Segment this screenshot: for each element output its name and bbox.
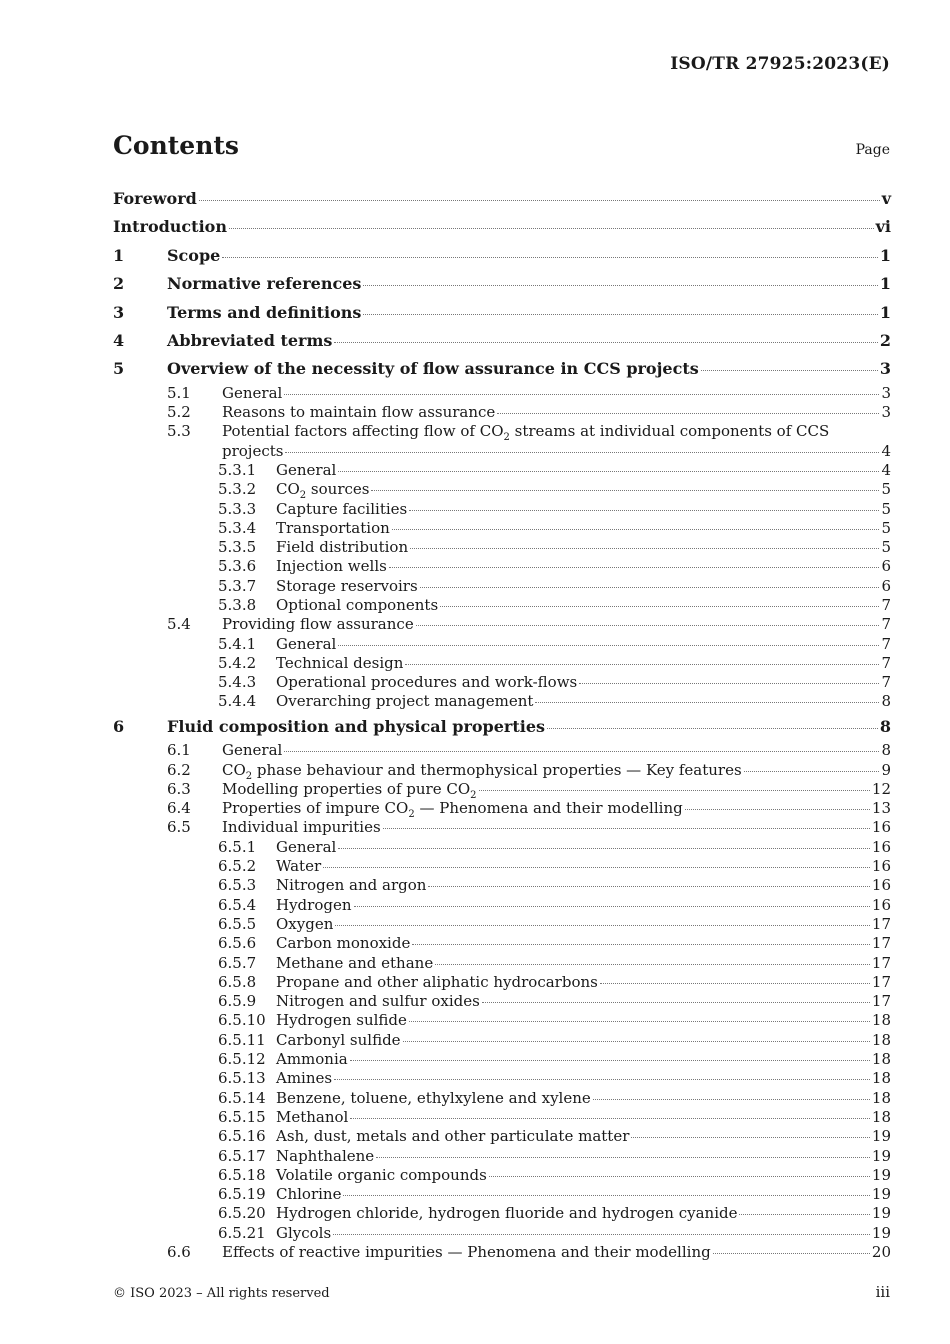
toc-entry-page: 7 <box>881 673 891 692</box>
toc-entry-title: Field distribution <box>276 538 409 557</box>
toc-entry-page: 12 <box>871 779 891 798</box>
dot-leader <box>685 809 870 810</box>
toc-entry-6-5-9[interactable] <box>113 992 891 1011</box>
toc-entry-number: 5.3.7 <box>218 576 257 595</box>
toc-entry-title: Propane and other aliphatic hydrocarbons <box>276 972 598 991</box>
toc-entry-title <box>276 480 370 502</box>
toc-entry-number: 4 <box>113 330 125 350</box>
toc-entry-number: 5.4.3 <box>218 673 257 692</box>
dot-leader <box>285 452 879 453</box>
toc-entry-title: Reasons to maintain flow assurance <box>222 403 496 422</box>
dot-leader <box>392 529 880 530</box>
toc-entry-page: 19 <box>871 1223 891 1242</box>
toc-entry-5-4-4[interactable] <box>113 692 891 711</box>
toc-entry-page: 17 <box>871 914 891 933</box>
toc-entry-6-5-1[interactable] <box>113 838 891 857</box>
toc-entry-title <box>222 422 830 444</box>
dot-leader <box>333 1234 870 1235</box>
toc-entry-number: 5.3.1 <box>218 460 257 479</box>
toc-entry-6-5-6[interactable] <box>113 934 891 953</box>
toc-entry-5-3-1[interactable] <box>113 461 891 480</box>
dot-leader <box>222 257 878 258</box>
dot-leader <box>229 228 874 229</box>
toc-entry-number: 5.4 <box>167 615 191 634</box>
toc-entry-title: Effects of reactive impurities — Phenomena and their modelling <box>222 1243 711 1261</box>
dot-leader <box>428 886 869 887</box>
toc-entry-6-5-11[interactable] <box>113 1031 891 1050</box>
toc-entry-number: 6.6 <box>167 1243 191 1261</box>
dot-leader <box>409 1021 870 1022</box>
dot-leader <box>376 1157 870 1158</box>
toc-entry-page: 1 <box>879 274 891 294</box>
subscript: 2 <box>245 770 253 782</box>
toc-entry-page: 7 <box>881 596 891 614</box>
toc-entry-number: 6.5.2 <box>218 857 257 876</box>
toc-entry-number: 6.5.11 <box>218 1030 266 1049</box>
toc-entry-page: 5 <box>881 518 891 537</box>
page-column-label: Page <box>855 142 890 158</box>
toc-entry-foreword[interactable] <box>113 185 891 213</box>
dot-leader <box>284 751 879 752</box>
toc-entry-page: 17 <box>871 972 891 991</box>
title-part: — Phenomena and their modelling <box>414 799 683 818</box>
toc-entry-page: 8 <box>879 716 891 736</box>
toc-entry-number: 5.1 <box>167 383 191 402</box>
toc-entry-number: 6.5.7 <box>218 953 257 972</box>
toc-entry-6-5[interactable] <box>113 818 891 837</box>
toc-entry-page: 18 <box>871 1050 891 1069</box>
dot-leader <box>338 471 879 472</box>
toc-entry-5-1[interactable] <box>113 384 891 403</box>
dot-leader <box>440 606 879 607</box>
toc-entry-page: 16 <box>871 876 891 895</box>
toc-entry-title <box>222 780 477 799</box>
toc-entry-number: 2 <box>113 274 125 294</box>
dot-leader <box>334 1079 870 1080</box>
title-part: Modelling properties of pure CO <box>222 779 471 798</box>
toc-entry-title: Operational procedures and work-flows <box>276 673 578 692</box>
toc-entry-title: Injection wells <box>276 557 387 576</box>
toc-entry-title: Capture facilities <box>276 499 408 518</box>
toc-entry-title: Transportation <box>276 518 390 537</box>
toc-entry-page: 5 <box>881 538 891 557</box>
dot-leader <box>284 394 879 395</box>
toc-entry-title: Amines <box>276 1069 333 1088</box>
table-of-contents <box>113 185 891 1262</box>
dot-leader <box>350 1118 870 1119</box>
toc-entry-title: Optional components <box>276 596 439 614</box>
toc-entry-6-5-15[interactable] <box>113 1108 891 1127</box>
toc-entry-title: Hydrogen chloride, hydrogen fluoride and hydrogen cyanide <box>276 1204 738 1223</box>
toc-entry-number: 6.3 <box>167 779 191 798</box>
dot-leader <box>739 1214 869 1215</box>
dot-leader <box>338 848 870 849</box>
dot-leader <box>334 342 877 343</box>
toc-entry-page: 19 <box>871 1185 891 1204</box>
toc-entry-number: 3 <box>113 302 125 322</box>
toc-entry-page: 7 <box>881 634 891 653</box>
toc-entry-5-3[interactable] <box>113 422 891 444</box>
dot-leader <box>579 683 879 684</box>
toc-entry-page: 18 <box>871 1088 891 1107</box>
toc-entry-number: 5.3.4 <box>218 518 257 537</box>
dot-leader <box>420 587 880 588</box>
toc-entry-number: 5.3.2 <box>218 480 257 499</box>
toc-entry-title: Methane and ethane <box>276 953 434 972</box>
dot-leader <box>435 964 870 965</box>
title-part: Properties of impure CO <box>222 799 409 818</box>
toc-entry-number: 5 <box>113 359 125 379</box>
toc-entry-title: Water <box>276 857 322 876</box>
toc-entry-title: Overview of the necessity of flow assurance in CCS projects <box>167 359 699 379</box>
toc-entry-page: 17 <box>871 953 891 972</box>
toc-entry-6-5-13[interactable] <box>113 1069 891 1088</box>
toc-entry-number: 5.4.4 <box>218 692 257 711</box>
toc-entry-number: 6.5.9 <box>218 992 257 1011</box>
toc-entry-5-2[interactable] <box>113 403 891 422</box>
toc-entry-title: Nitrogen and argon <box>276 876 427 895</box>
dot-leader <box>354 906 870 907</box>
dot-leader <box>410 548 879 549</box>
toc-entry-page: 19 <box>871 1146 891 1165</box>
toc-entry-5-3-3[interactable] <box>113 500 891 519</box>
toc-entry-5-3-6[interactable] <box>113 557 891 576</box>
toc-entry-6-5-17[interactable] <box>113 1147 891 1166</box>
dot-leader <box>409 510 879 511</box>
toc-entry-title: Normative references <box>167 274 362 294</box>
toc-entry-title: Methanol <box>276 1107 349 1126</box>
toc-entry-title: General <box>276 634 337 653</box>
dot-leader <box>199 200 880 201</box>
dot-leader <box>631 1137 870 1138</box>
page-title: Contents <box>113 131 240 160</box>
toc-entry-page: 4 <box>881 441 891 460</box>
toc-entry-page: 1 <box>879 245 891 265</box>
toc-entry-page: 17 <box>871 992 891 1011</box>
toc-entry-title: Individual impurities <box>222 818 381 837</box>
toc-entry-page: 19 <box>871 1127 891 1146</box>
toc-entry-number: 5.3.5 <box>218 538 257 557</box>
toc-entry-5-3-2[interactable] <box>113 480 891 502</box>
toc-entry-page: 18 <box>871 1030 891 1049</box>
page-number: iii <box>875 1283 890 1301</box>
toc-entry-page: 7 <box>881 653 891 672</box>
toc-entry-title: Ash, dust, metals and other particulate matter <box>276 1127 630 1146</box>
toc-entry-page: 5 <box>881 499 891 518</box>
toc-entry-6-3[interactable] <box>113 780 891 799</box>
toc-entry-page: 13 <box>871 799 891 818</box>
toc-entry-page: 9 <box>881 760 891 779</box>
toc-entry-page: 16 <box>871 837 891 856</box>
toc-entry-number: 6.5.12 <box>218 1050 266 1069</box>
title-part: CO <box>276 480 300 499</box>
toc-entry-number: 6.5.20 <box>218 1204 266 1223</box>
toc-entry-page: 20 <box>871 1243 891 1261</box>
toc-entry-number: 6.5.6 <box>218 934 257 953</box>
toc-entry-5-3-7[interactable] <box>113 577 891 596</box>
toc-entry-page: 18 <box>871 1069 891 1088</box>
toc-entry-5-4[interactable] <box>113 615 891 634</box>
toc-entry-number: 6.5.3 <box>218 876 257 895</box>
dot-leader <box>416 625 880 626</box>
toc-entry-title: Nitrogen and sulfur oxides <box>276 992 480 1011</box>
dot-leader <box>403 1041 870 1042</box>
toc-entry-page: 16 <box>871 895 891 914</box>
title-part: Potential factors affecting flow of CO <box>222 422 504 441</box>
dot-leader <box>363 285 877 286</box>
toc-entry-5-3-5[interactable] <box>113 538 891 557</box>
toc-entry-number: 6.5.13 <box>218 1069 266 1088</box>
toc-entry-title: Chlorine <box>276 1185 342 1204</box>
toc-entry-title <box>222 761 742 780</box>
dot-leader <box>338 645 879 646</box>
toc-entry-title: Ammonia <box>276 1050 348 1069</box>
toc-entry-5-3-continued[interactable] <box>113 442 891 461</box>
toc-entry-6-6[interactable] <box>113 1243 891 1262</box>
dot-leader <box>335 925 870 926</box>
toc-entry-6-5-21[interactable] <box>113 1224 891 1243</box>
toc-entry-number: 5.4.2 <box>218 653 257 672</box>
toc-entry-number: 6 <box>113 716 125 736</box>
toc-entry-title: Volatile organic compounds <box>276 1165 487 1184</box>
toc-entry-page: 3 <box>881 383 891 402</box>
dot-leader <box>547 728 878 729</box>
dot-leader <box>600 983 870 984</box>
toc-entry-1[interactable] <box>113 242 891 270</box>
toc-entry-page: 18 <box>871 1011 891 1030</box>
toc-entry-number: 6.5.1 <box>218 837 257 856</box>
toc-entry-6-5-20[interactable] <box>113 1204 891 1223</box>
toc-entry-number: 6.4 <box>167 799 191 818</box>
toc-entry-page: 19 <box>871 1165 891 1184</box>
toc-entry-number: 5.3.3 <box>218 499 257 518</box>
toc-entry-5-4-3[interactable] <box>113 673 891 692</box>
toc-entry-title: Hydrogen sulfide <box>276 1011 407 1030</box>
dot-leader <box>343 1195 869 1196</box>
toc-entry-page: 19 <box>871 1204 891 1223</box>
toc-entry-title: Hydrogen <box>276 895 352 914</box>
toc-entry-title: Carbon monoxide <box>276 934 411 953</box>
dot-leader <box>701 370 878 371</box>
toc-entry-2[interactable] <box>113 270 891 298</box>
toc-entry-number: 6.5.4 <box>218 895 257 914</box>
toc-entry-number: 5.3 <box>167 422 191 441</box>
toc-entry-number: 6.2 <box>167 760 191 779</box>
toc-entry-6-5-2[interactable] <box>113 857 891 876</box>
toc-entry-6-1[interactable] <box>113 741 891 760</box>
toc-entry-number: 6.5 <box>167 818 191 837</box>
toc-entry-3[interactable] <box>113 299 891 327</box>
toc-entry-title: Overarching project management <box>276 692 534 711</box>
dot-leader <box>405 664 879 665</box>
dot-leader <box>744 771 880 772</box>
toc-entry-number: 5.3.6 <box>218 557 257 576</box>
toc-entry-6-5-4[interactable] <box>113 896 891 915</box>
toc-entry-5-4-2[interactable] <box>113 654 891 673</box>
dot-leader <box>412 944 870 945</box>
toc-entry-number: 5.2 <box>167 403 191 422</box>
dot-leader <box>497 413 879 414</box>
toc-entry-introduction[interactable] <box>113 213 891 241</box>
toc-entry-title: General <box>222 741 283 760</box>
dot-leader <box>323 867 870 868</box>
toc-entry-page: 16 <box>871 818 891 837</box>
toc-entry-number: 6.5.18 <box>218 1165 266 1184</box>
toc-entry-title: General <box>222 383 283 402</box>
toc-entry-number: 6.5.15 <box>218 1107 266 1126</box>
toc-entry-page: 1 <box>879 302 891 322</box>
toc-entry-6-5-16[interactable] <box>113 1127 891 1146</box>
toc-entry-number: 6.5.16 <box>218 1127 266 1146</box>
toc-entry-5-3-4[interactable] <box>113 519 891 538</box>
toc-entry-page: 2 <box>879 330 891 350</box>
dot-leader <box>371 490 879 491</box>
toc-entry-number: 1 <box>113 245 125 265</box>
toc-entry-title: Benzene, toluene, ethylxylene and xylene <box>276 1088 591 1107</box>
toc-entry-number: 6.1 <box>167 741 191 760</box>
toc-entry-5-4-1[interactable] <box>113 635 891 654</box>
toc-entry-page: v <box>881 189 891 208</box>
toc-entry-page: vi <box>875 217 891 237</box>
subscript: 2 <box>503 432 510 444</box>
dot-leader <box>350 1060 870 1061</box>
dot-leader <box>713 1253 870 1254</box>
toc-entry-6-5-12[interactable] <box>113 1050 891 1069</box>
toc-entry-title: Oxygen <box>276 914 334 933</box>
toc-entry-title: Storage reservoirs <box>276 576 418 595</box>
toc-entry-title: Foreword <box>113 189 197 208</box>
toc-entry-page: 3 <box>881 403 891 422</box>
toc-entry-6-4[interactable] <box>113 799 891 821</box>
toc-entry-page: 8 <box>881 692 891 711</box>
toc-entry-6-5-19[interactable] <box>113 1185 891 1204</box>
toc-entry-page: 6 <box>881 557 891 576</box>
toc-entry-title: Introduction <box>113 217 227 237</box>
toc-entry-6-5-18[interactable] <box>113 1166 891 1185</box>
toc-entry-6-5-8[interactable] <box>113 973 891 992</box>
toc-entry-page: 7 <box>881 615 891 634</box>
dot-leader <box>593 1099 870 1100</box>
toc-entry-title: General <box>276 460 337 479</box>
dot-leader <box>389 567 880 568</box>
toc-entry-title: Technical design <box>276 653 404 672</box>
dot-leader <box>535 702 879 703</box>
toc-entry-5-3-8[interactable] <box>113 596 891 615</box>
title-part: sources <box>306 480 370 499</box>
toc-entry-number: 6.5.10 <box>218 1011 266 1030</box>
toc-entry-title: Providing flow assurance <box>222 615 414 634</box>
dot-leader <box>489 1176 870 1177</box>
toc-entry-6-5-3[interactable] <box>113 876 891 895</box>
toc-entry-page: 17 <box>871 934 891 953</box>
toc-entry-number: 6.5.5 <box>218 914 257 933</box>
toc-entry-page: 16 <box>871 857 891 876</box>
toc-entry-title: Glycols <box>276 1223 332 1242</box>
toc-entry-6-2[interactable] <box>113 761 891 780</box>
toc-entry-title: Naphthalene <box>276 1146 375 1165</box>
title-part: phase behaviour and thermophysical properties — Key features <box>252 760 742 779</box>
toc-entry-title: General <box>276 837 337 856</box>
toc-entry-page: 4 <box>881 460 891 479</box>
toc-entry-6-5-7[interactable] <box>113 954 891 973</box>
toc-entry-number: 6.5.17 <box>218 1146 266 1165</box>
toc-entry-6[interactable] <box>113 712 891 742</box>
toc-entry-title-continued: projects <box>222 441 284 460</box>
toc-entry-page: 3 <box>879 359 891 379</box>
toc-entry-title: Terms and definitions <box>167 302 362 322</box>
title-part: CO <box>222 760 246 779</box>
toc-entry-page: 5 <box>881 480 891 499</box>
dot-leader <box>363 314 877 315</box>
subscript: 2 <box>299 490 307 502</box>
toc-entry-number: 6.5.19 <box>218 1185 266 1204</box>
dot-leader <box>479 790 870 791</box>
dot-leader <box>482 1002 870 1003</box>
subscript: 2 <box>470 789 477 801</box>
copyright-notice: © ISO 2023 – All rights reserved <box>113 1286 330 1301</box>
toc-entry-number: 6.5.14 <box>218 1088 266 1107</box>
toc-entry-number: 6.5.21 <box>218 1223 266 1242</box>
toc-entry-title: Carbonyl sulfide <box>276 1030 401 1049</box>
toc-entry-page: 8 <box>881 741 891 760</box>
toc-entry-page: 6 <box>881 576 891 595</box>
toc-entry-number: 6.5.8 <box>218 972 257 991</box>
toc-entry-4[interactable] <box>113 327 891 355</box>
toc-entry-number: 5.3.8 <box>218 596 257 614</box>
toc-entry-6-5-14[interactable] <box>113 1089 891 1108</box>
toc-entry-title: Abbreviated terms <box>167 330 333 350</box>
toc-entry-title <box>222 799 683 821</box>
toc-entry-6-5-10[interactable] <box>113 1011 891 1030</box>
toc-entry-title: Fluid composition and physical properties <box>167 716 545 736</box>
toc-entry-5[interactable] <box>113 355 891 383</box>
toc-entry-title: Scope <box>167 245 221 265</box>
dot-leader <box>383 828 870 829</box>
document-id: ISO/TR 27925:2023(E) <box>670 54 890 74</box>
toc-entry-number: 5.4.1 <box>218 634 257 653</box>
title-part: streams at individual components of CCS <box>509 422 830 441</box>
toc-entry-6-5-5[interactable] <box>113 915 891 934</box>
toc-entry-page: 18 <box>871 1107 891 1126</box>
subscript: 2 <box>408 809 415 821</box>
